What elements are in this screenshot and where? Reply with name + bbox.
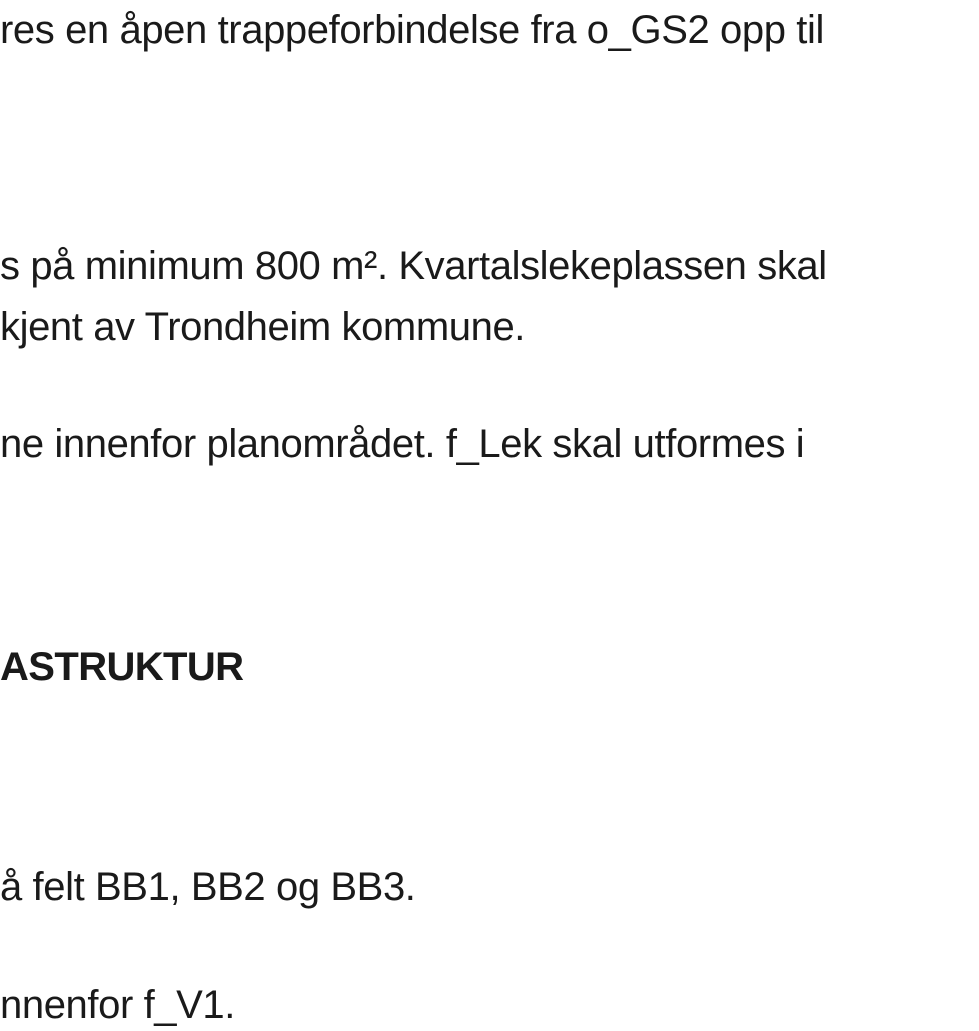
paragraph-line-within-f-v1: nnenfor f_V1. (0, 983, 235, 1027)
paragraph-line-playground-minimum: s på minimum 800 m². Kvartalslekeplassen skal (0, 244, 827, 288)
section-heading: ASTRUKTUR (0, 645, 244, 689)
paragraph-line-within-plan-area: ne innenfor planområdet. f_Lek skal utformes i (0, 422, 805, 466)
paragraph-line-fields: å felt BB1, BB2 og BB3. (0, 865, 416, 909)
paragraph-line-stair-connection: res en åpen trappeforbindelse fra o_GS2 opp til (0, 8, 824, 52)
paragraph-line-approved-by-municipality: kjent av Trondheim kommune. (0, 305, 526, 349)
